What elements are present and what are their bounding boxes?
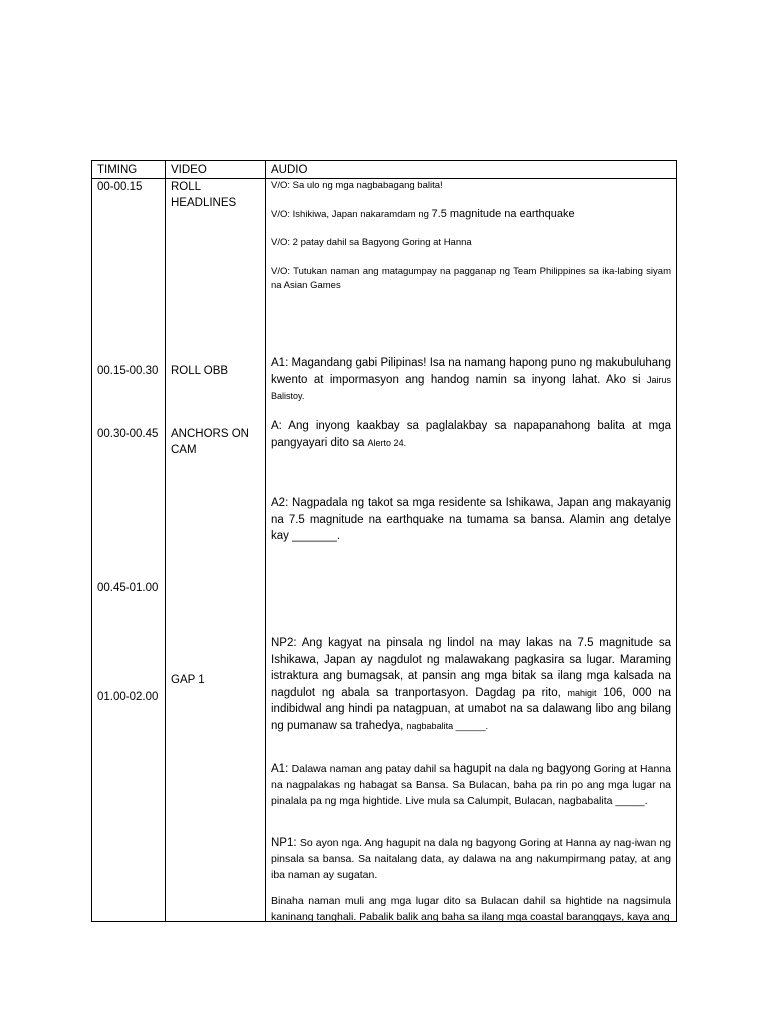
audio-anchor1-typhoon: [271, 761, 671, 809]
audio-anchor2-intro: A2: Nagpadala ng takot sa mga residente sa Ishikawa, Japan ang makayanig na 7.5 magnitude na earthquake na tumama sa bansa. Alamin ang detalye kay _______.: [271, 497, 671, 542]
audio-anchor1-greeting: [271, 355, 671, 405]
header-timing: TIMING: [97, 164, 138, 176]
video-cell: ROLL OBB: [171, 365, 229, 377]
anchor-text: Goring at Hanna na nagpalakas ng habagat sa Bansa. Sa Bulacan, baha pa rin po ang mga lugar na pinalala pa ng mga hightide. Live mula sa Calumpit, Bulacan, nagbabalita _____.: [271, 763, 671, 807]
anchor-text: na dala ng: [491, 763, 547, 775]
anchor-text: hagupit: [453, 763, 492, 775]
column-divider: [165, 161, 166, 921]
anchor-text: Dalawa naman ang patay dahil sa: [291, 763, 454, 775]
audio-vo-asian-games: V/O: Tutukan naman ang matagumpay na pagganap ng Team Philippines sa ika-labing siyam na Asian Games: [271, 266, 671, 291]
np-text: So ayon nga. Ang hagupit na dala ng bagyong Goring at Hanna ay nag-iwan ng pinsala sa bansa. Sa naitalang data, ay dalawa na ang nakumpirmang patay, at ang iba naman ay sugatan.: [271, 837, 671, 881]
timing-cell: 00.45-01.00: [97, 582, 159, 594]
np-text: nagbabalita ______.: [406, 720, 489, 731]
timing-cell: 00.15-00.30: [97, 365, 159, 377]
anchor-text: A1: Magandang gabi Pilipinas! Isa na namang hapong puno ng makubuluhang kwento at impormasyon ang handog namin sa inyong lahat. Ako si: [271, 357, 671, 386]
np-text: NP2: Ang kagyat na pinsala ng lindol na may lakas na 7.5 magnitude sa Ishikawa, Japan ay nagdulot ng malawakang pagkasira sa lugar. Maraming istraktura ang bumagsak, at pansin ang mga bitak sa ilang mga kalsada na nagdulot ng abala sa tranportasyon. Dagdag pa rito,: [271, 637, 671, 699]
anchor-text: bagyong: [546, 763, 591, 775]
audio-anchor-cohost: [271, 418, 671, 451]
column-divider: [265, 161, 266, 921]
anchor-text: A1:: [271, 763, 292, 775]
np-text: mahigit: [567, 687, 597, 698]
vo-text: 7.5 magnitude na earthquake: [431, 208, 575, 220]
audio-news-package-2: [271, 635, 671, 734]
audio-news-package-1: [271, 835, 671, 883]
np-text: 106, 000 na indibidwal ang hindi pa natagpuan, at umabot na sa dalawang libo ang bilang ng pumanaw sa trahedya,: [271, 686, 671, 732]
header-video: VIDEO: [171, 164, 207, 176]
script-table: [91, 160, 677, 922]
timing-cell: 00-00.15: [97, 181, 143, 193]
show-name: Alerto 24.: [367, 437, 407, 448]
timing-cell: 01.00-02.00: [97, 691, 159, 703]
audio-vo-typhoon: V/O: 2 patay dahil sa Bagyong Goring at Hanna: [271, 237, 472, 248]
anchor-text: A: Ang inyong kaakbay sa paglalakbay sa napapanahong balita at mga pangyayari dito sa: [271, 420, 671, 449]
video-cell: ANCHORS ON CAM: [171, 428, 249, 456]
audio-vo-headline: V/O: Sa ulo ng mga nagbabagang balita!: [271, 180, 443, 191]
header-audio: AUDIO: [271, 164, 308, 176]
video-cell: GAP 1: [171, 674, 205, 686]
video-cell: ROLL HEADLINES: [171, 181, 237, 209]
np-text: NP1:: [271, 837, 300, 849]
audio-vo-earthquake: [271, 207, 671, 222]
timing-cell: 00.30-00.45: [97, 428, 159, 440]
anchor-name: Jairus Balistoy.: [271, 374, 671, 401]
vo-text: V/O: Ishikiwa, Japan nakaramdam ng: [271, 209, 432, 220]
audio-news-package-1-cont: Binaha naman muli ang mga lugar dito sa Bulacan dahil sa hightide na nagsimula kaninang tanghali. Pabalik balik ang baha sa ilang mga coastal baranggays, kaya ang: [271, 895, 671, 923]
